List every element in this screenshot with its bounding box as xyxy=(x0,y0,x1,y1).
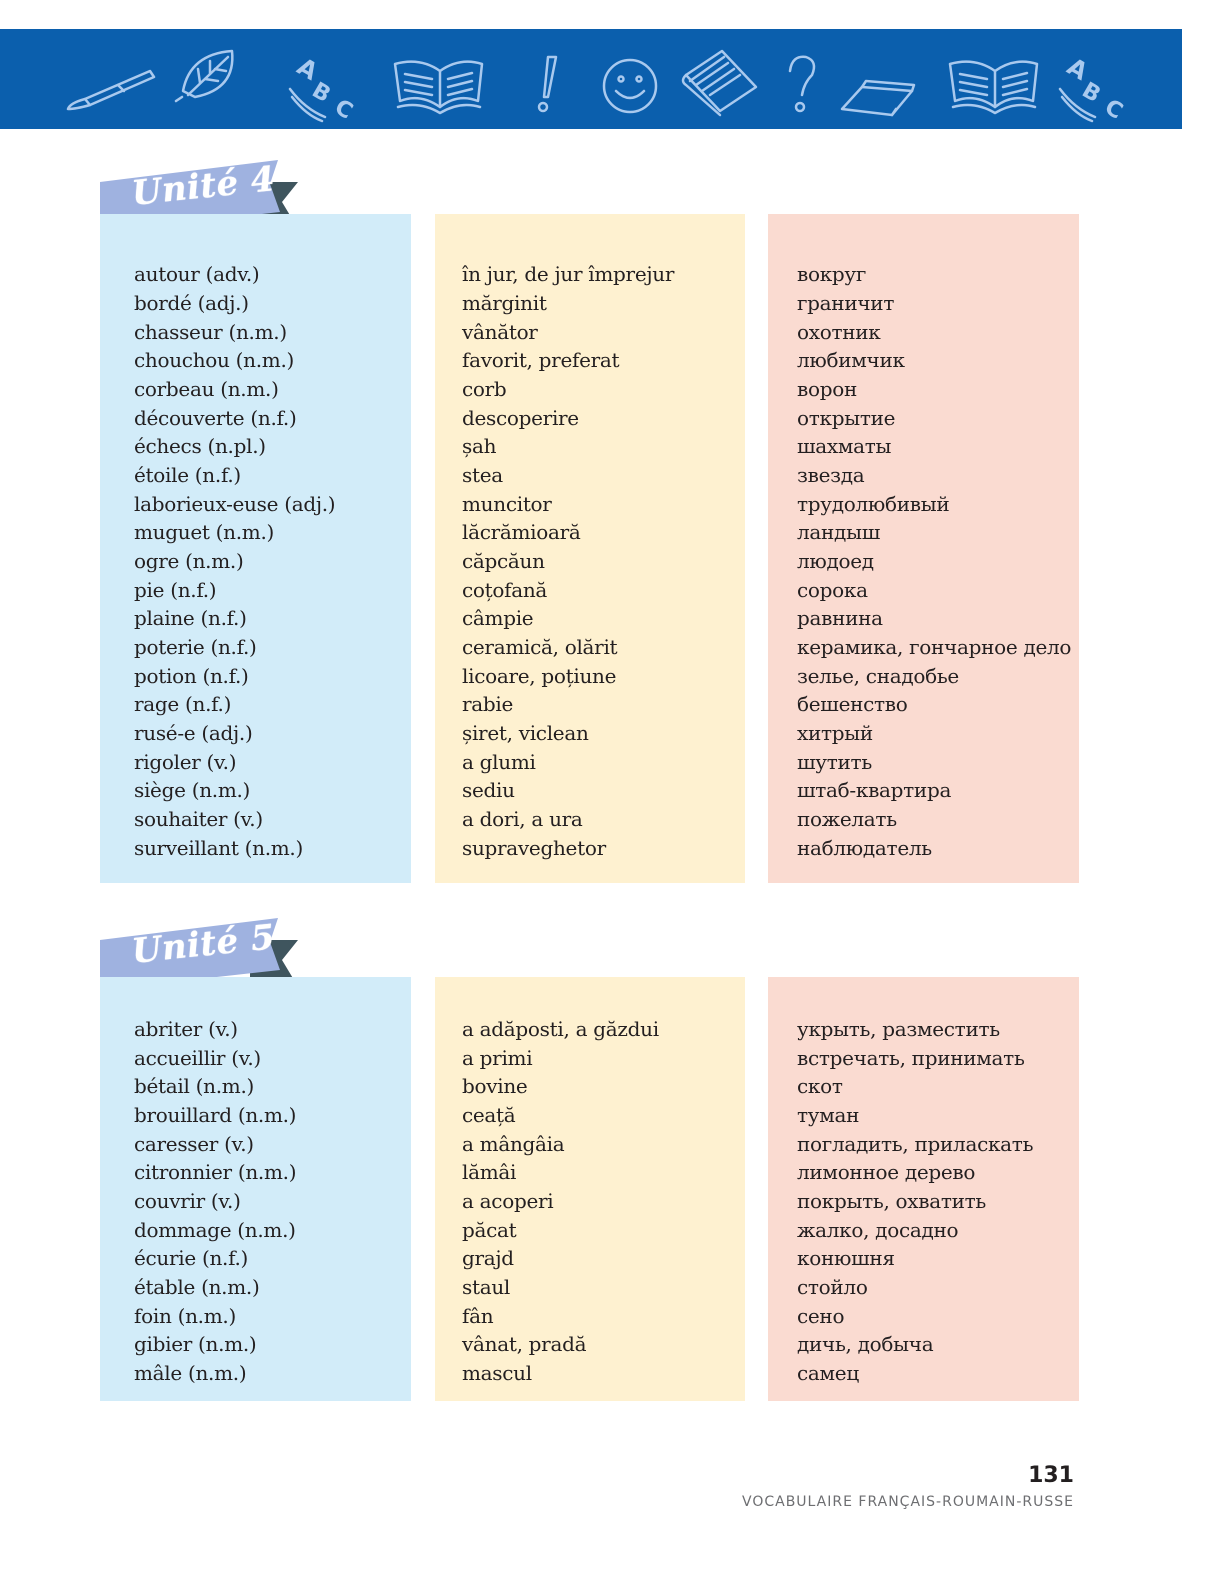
list-item: lăcrămioară xyxy=(462,520,581,544)
list-item: caresser (v.) xyxy=(134,1132,254,1156)
list-item: mascul xyxy=(462,1361,532,1385)
list-item: écurie (n.f.) xyxy=(134,1246,249,1270)
list-item: стойло xyxy=(797,1275,868,1299)
list-item: вокруг xyxy=(797,262,867,286)
unit-label: Unité 5 xyxy=(129,917,277,972)
list-item: a adăposti, a găzdui xyxy=(462,1017,659,1041)
list-item: дичь, добыча xyxy=(797,1332,934,1356)
abc-icon xyxy=(290,52,357,124)
footer-title: VOCABULAIRE FRANÇAIS-ROUMAIN-RUSSE xyxy=(742,1494,1074,1510)
list-item: a dori, a ura xyxy=(462,807,583,831)
list-item: конюшня xyxy=(797,1246,895,1270)
list-item: ogre (n.m.) xyxy=(134,549,244,573)
french-column xyxy=(100,214,411,883)
list-item: bordé (adj.) xyxy=(134,291,249,315)
list-item: сено xyxy=(797,1304,845,1328)
list-item: равнина xyxy=(797,606,883,630)
list-item: жалко, досадно xyxy=(797,1218,959,1242)
list-item: трудолюбивый xyxy=(797,492,950,516)
svg-text:B: B xyxy=(1077,77,1105,108)
russian-column xyxy=(768,214,1079,883)
list-item: licoare, poțiune xyxy=(462,664,617,688)
list-item: chouchou (n.m.) xyxy=(134,348,295,372)
list-item: corbeau (n.m.) xyxy=(134,377,279,401)
list-item: наблюдатель xyxy=(797,836,932,860)
list-item: штаб-квартира xyxy=(797,778,952,802)
list-item: погладить, приласкать xyxy=(797,1132,1034,1156)
list-item: gibier (n.m.) xyxy=(134,1332,257,1356)
list-item: grajd xyxy=(462,1246,514,1270)
list-item: plaine (n.f.) xyxy=(134,606,247,630)
list-item: chasseur (n.m.) xyxy=(134,320,287,344)
list-item: укрыть, разместить xyxy=(797,1017,1000,1041)
list-item: скот xyxy=(797,1074,843,1098)
list-item: laborieux-euse (adj.) xyxy=(134,492,336,516)
header-band xyxy=(0,29,1182,129)
list-item: mâle (n.m.) xyxy=(134,1361,247,1385)
list-item: a acoperi xyxy=(462,1189,554,1213)
list-item: хитрый xyxy=(797,721,873,745)
list-item: bétail (n.m.) xyxy=(134,1074,255,1098)
list-item: лимонное дерево xyxy=(797,1160,976,1184)
question-icon xyxy=(790,57,814,111)
list-item: autour (adv.) xyxy=(134,262,260,286)
french-column xyxy=(100,977,411,1401)
list-item: souhaiter (v.) xyxy=(134,807,263,831)
list-item: șiret, viclean xyxy=(462,721,589,745)
open-book-icon xyxy=(950,62,1037,113)
list-item: șah xyxy=(462,434,497,458)
list-item: rigoler (v.) xyxy=(134,750,237,774)
list-item: accueillir (v.) xyxy=(134,1046,261,1070)
list-item: pie (n.f.) xyxy=(134,578,217,602)
list-item: coțofană xyxy=(462,578,548,602)
list-item: керамика, гончарное дело xyxy=(797,635,1072,659)
list-item: stea xyxy=(462,463,503,487)
list-item: poterie (n.f.) xyxy=(134,635,257,659)
list-item: встречать, принимать xyxy=(797,1046,1025,1070)
list-item: бешенство xyxy=(797,692,908,716)
list-item: foin (n.m.) xyxy=(134,1304,236,1328)
list-item: échecs (n.pl.) xyxy=(134,434,266,458)
list-item: corb xyxy=(462,377,507,401)
svg-text:A: A xyxy=(292,52,323,86)
list-item: fân xyxy=(462,1304,494,1328)
list-item: favorit, preferat xyxy=(462,348,620,372)
list-item: descoperire xyxy=(462,406,579,430)
list-item: ландыш xyxy=(797,520,880,544)
list-item: туман xyxy=(797,1103,860,1127)
list-item: a primi xyxy=(462,1046,533,1070)
header-icons xyxy=(0,29,1182,129)
list-item: самец xyxy=(797,1361,859,1385)
list-item: supraveghetor xyxy=(462,836,606,860)
paintbrush-icon xyxy=(68,71,154,109)
list-item: охотник xyxy=(797,320,881,344)
svg-text:A: A xyxy=(1062,52,1093,86)
list-item: ceramică, olărit xyxy=(462,635,618,659)
list-item: siège (n.m.) xyxy=(134,778,251,802)
russian-column xyxy=(768,977,1079,1401)
list-item: étoile (n.f.) xyxy=(134,463,241,487)
list-item: открытие xyxy=(797,406,896,430)
list-item: muncitor xyxy=(462,492,552,516)
list-item: шахматы xyxy=(797,434,892,458)
list-item: ворон xyxy=(797,377,857,401)
list-item: brouillard (n.m.) xyxy=(134,1103,297,1127)
list-item: sediu xyxy=(462,778,515,802)
list-item: ceață xyxy=(462,1103,516,1127)
list-item: couvrir (v.) xyxy=(134,1189,241,1213)
list-item: rage (n.f.) xyxy=(134,692,232,716)
list-item: сорока xyxy=(797,578,868,602)
svg-text:C: C xyxy=(1100,94,1127,125)
list-item: în jur, de jur împrejur xyxy=(462,262,675,286)
list-item: покрыть, охватить xyxy=(797,1189,987,1213)
list-item: любимчик xyxy=(797,348,905,372)
list-item: шутить xyxy=(797,750,872,774)
romanian-column xyxy=(435,214,745,883)
list-item: lămâi xyxy=(462,1160,517,1184)
list-item: vânat, pradă xyxy=(462,1332,587,1356)
eraser-icon xyxy=(842,81,914,115)
list-item: граничит xyxy=(797,291,895,315)
list-item: зелье, снадобье xyxy=(797,664,959,688)
svg-text:C: C xyxy=(330,94,357,125)
list-item: пожелать xyxy=(797,807,897,831)
notebook-icon xyxy=(683,51,756,115)
smiley-icon xyxy=(604,60,656,112)
list-item: людоед xyxy=(797,549,874,573)
leaf-icon xyxy=(176,51,232,101)
list-item: étable (n.m.) xyxy=(134,1275,260,1299)
list-item: découverte (n.f.) xyxy=(134,406,297,430)
list-item: rabie xyxy=(462,692,514,716)
list-item: звезда xyxy=(797,463,865,487)
list-item: abriter (v.) xyxy=(134,1017,238,1041)
list-item: vânător xyxy=(462,320,538,344)
open-book-icon xyxy=(395,62,482,113)
list-item: căpcăun xyxy=(462,549,545,573)
svg-text:B: B xyxy=(307,77,335,108)
list-item: surveillant (n.m.) xyxy=(134,836,303,860)
unit-label: Unité 4 xyxy=(129,159,277,214)
list-item: câmpie xyxy=(462,606,534,630)
list-item: rusé-e (adj.) xyxy=(134,721,253,745)
list-item: mărginit xyxy=(462,291,547,315)
romanian-column xyxy=(435,977,745,1401)
exclamation-icon xyxy=(539,57,556,111)
list-item: bovine xyxy=(462,1074,528,1098)
list-item: staul xyxy=(462,1275,511,1299)
list-item: a mângâia xyxy=(462,1132,565,1156)
list-item: dommage (n.m.) xyxy=(134,1218,296,1242)
abc-icon xyxy=(1060,52,1127,124)
page-number: 131 xyxy=(1028,1463,1074,1488)
list-item: păcat xyxy=(462,1218,517,1242)
list-item: citronnier (n.m.) xyxy=(134,1160,297,1184)
list-item: a glumi xyxy=(462,750,536,774)
list-item: muguet (n.m.) xyxy=(134,520,275,544)
list-item: potion (n.f.) xyxy=(134,664,249,688)
